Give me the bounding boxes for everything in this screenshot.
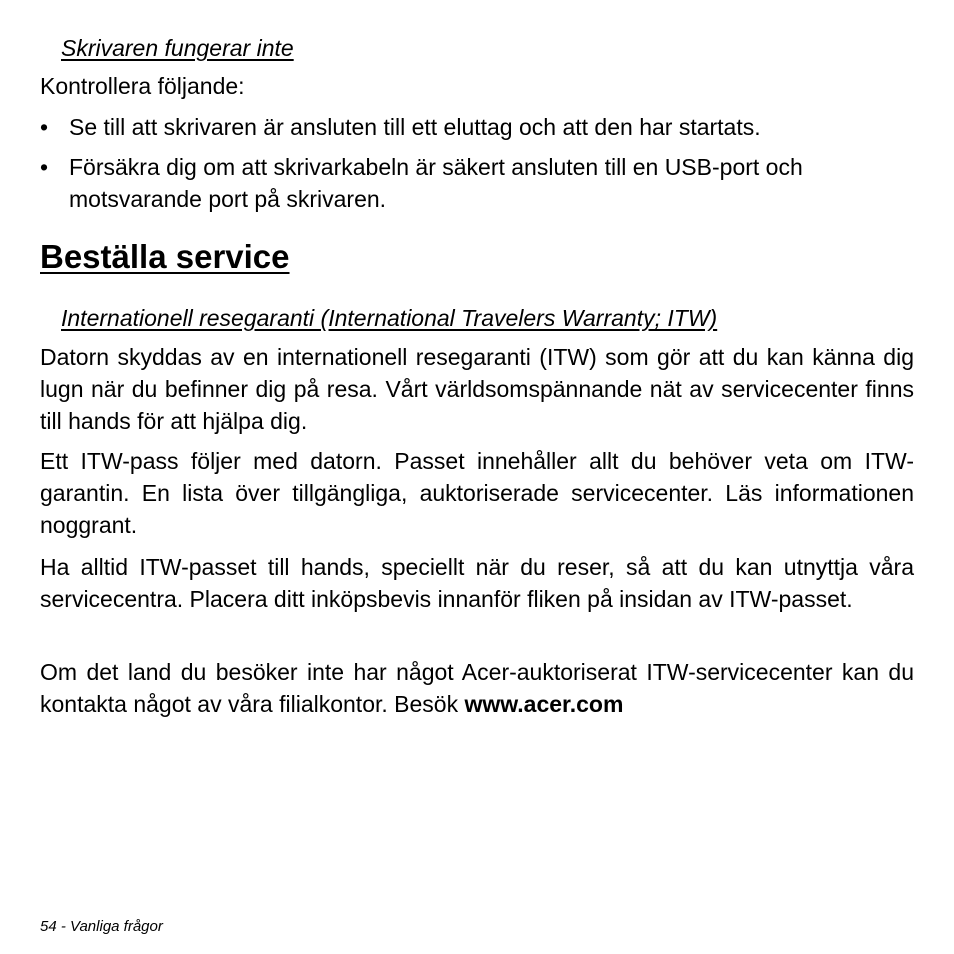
bullet-marker: • [40,154,49,180]
bullet-text: Försäkra dig om att skrivarkabeln är säkert ansluten till en USB-port och motsvarande port på skrivaren. [69,154,803,212]
paragraph-itw-travel: Ha alltid ITW-passet till hands, speciellt när du reser, så att du kan utnyttja våra servicecentra. Placera ditt inköpsbevis innanför fliken på insidan av ITW-passet. [40,554,914,612]
paragraph-itw-intro: Datorn skyddas av en internationell resegaranti (ITW) som gör att du kan känna dig lugn när du befinner dig på resa. Vårt världsomspännande nät av servicecenter finns till hands för att hjälpa dig. [40,344,914,434]
bullet-marker: • [40,114,49,140]
paragraph-itw-pass: Ett ITW-pass följer med datorn. Passet innehåller allt du behöver veta om ITW-garantin. En lista över tillgängliga, auktoriserade servicecenter. Läs informationen noggrant. [40,448,914,538]
subheading-itw: Internationell resegaranti (International Travelers Warranty; ITW) [61,305,718,331]
paragraph-contact [40,656,914,720]
contact-text: Om det land du besöker inte har något Acer-auktoriserat ITW-servicecenter kan du kontakta något av våra filialkontor. Besök [40,659,914,717]
bullet-text: Se till att skrivaren är ansluten till ett eluttag och att den har startats. [69,114,761,140]
website-link[interactable]: www.acer.com [464,691,624,717]
page-footer: 54 - Vanliga frågor [40,918,163,935]
section-heading-service: Beställa service [40,238,290,275]
subheading-printer-not-working: Skrivaren fungerar inte [61,35,294,61]
intro-check-text: Kontrollera följande: [40,73,245,99]
